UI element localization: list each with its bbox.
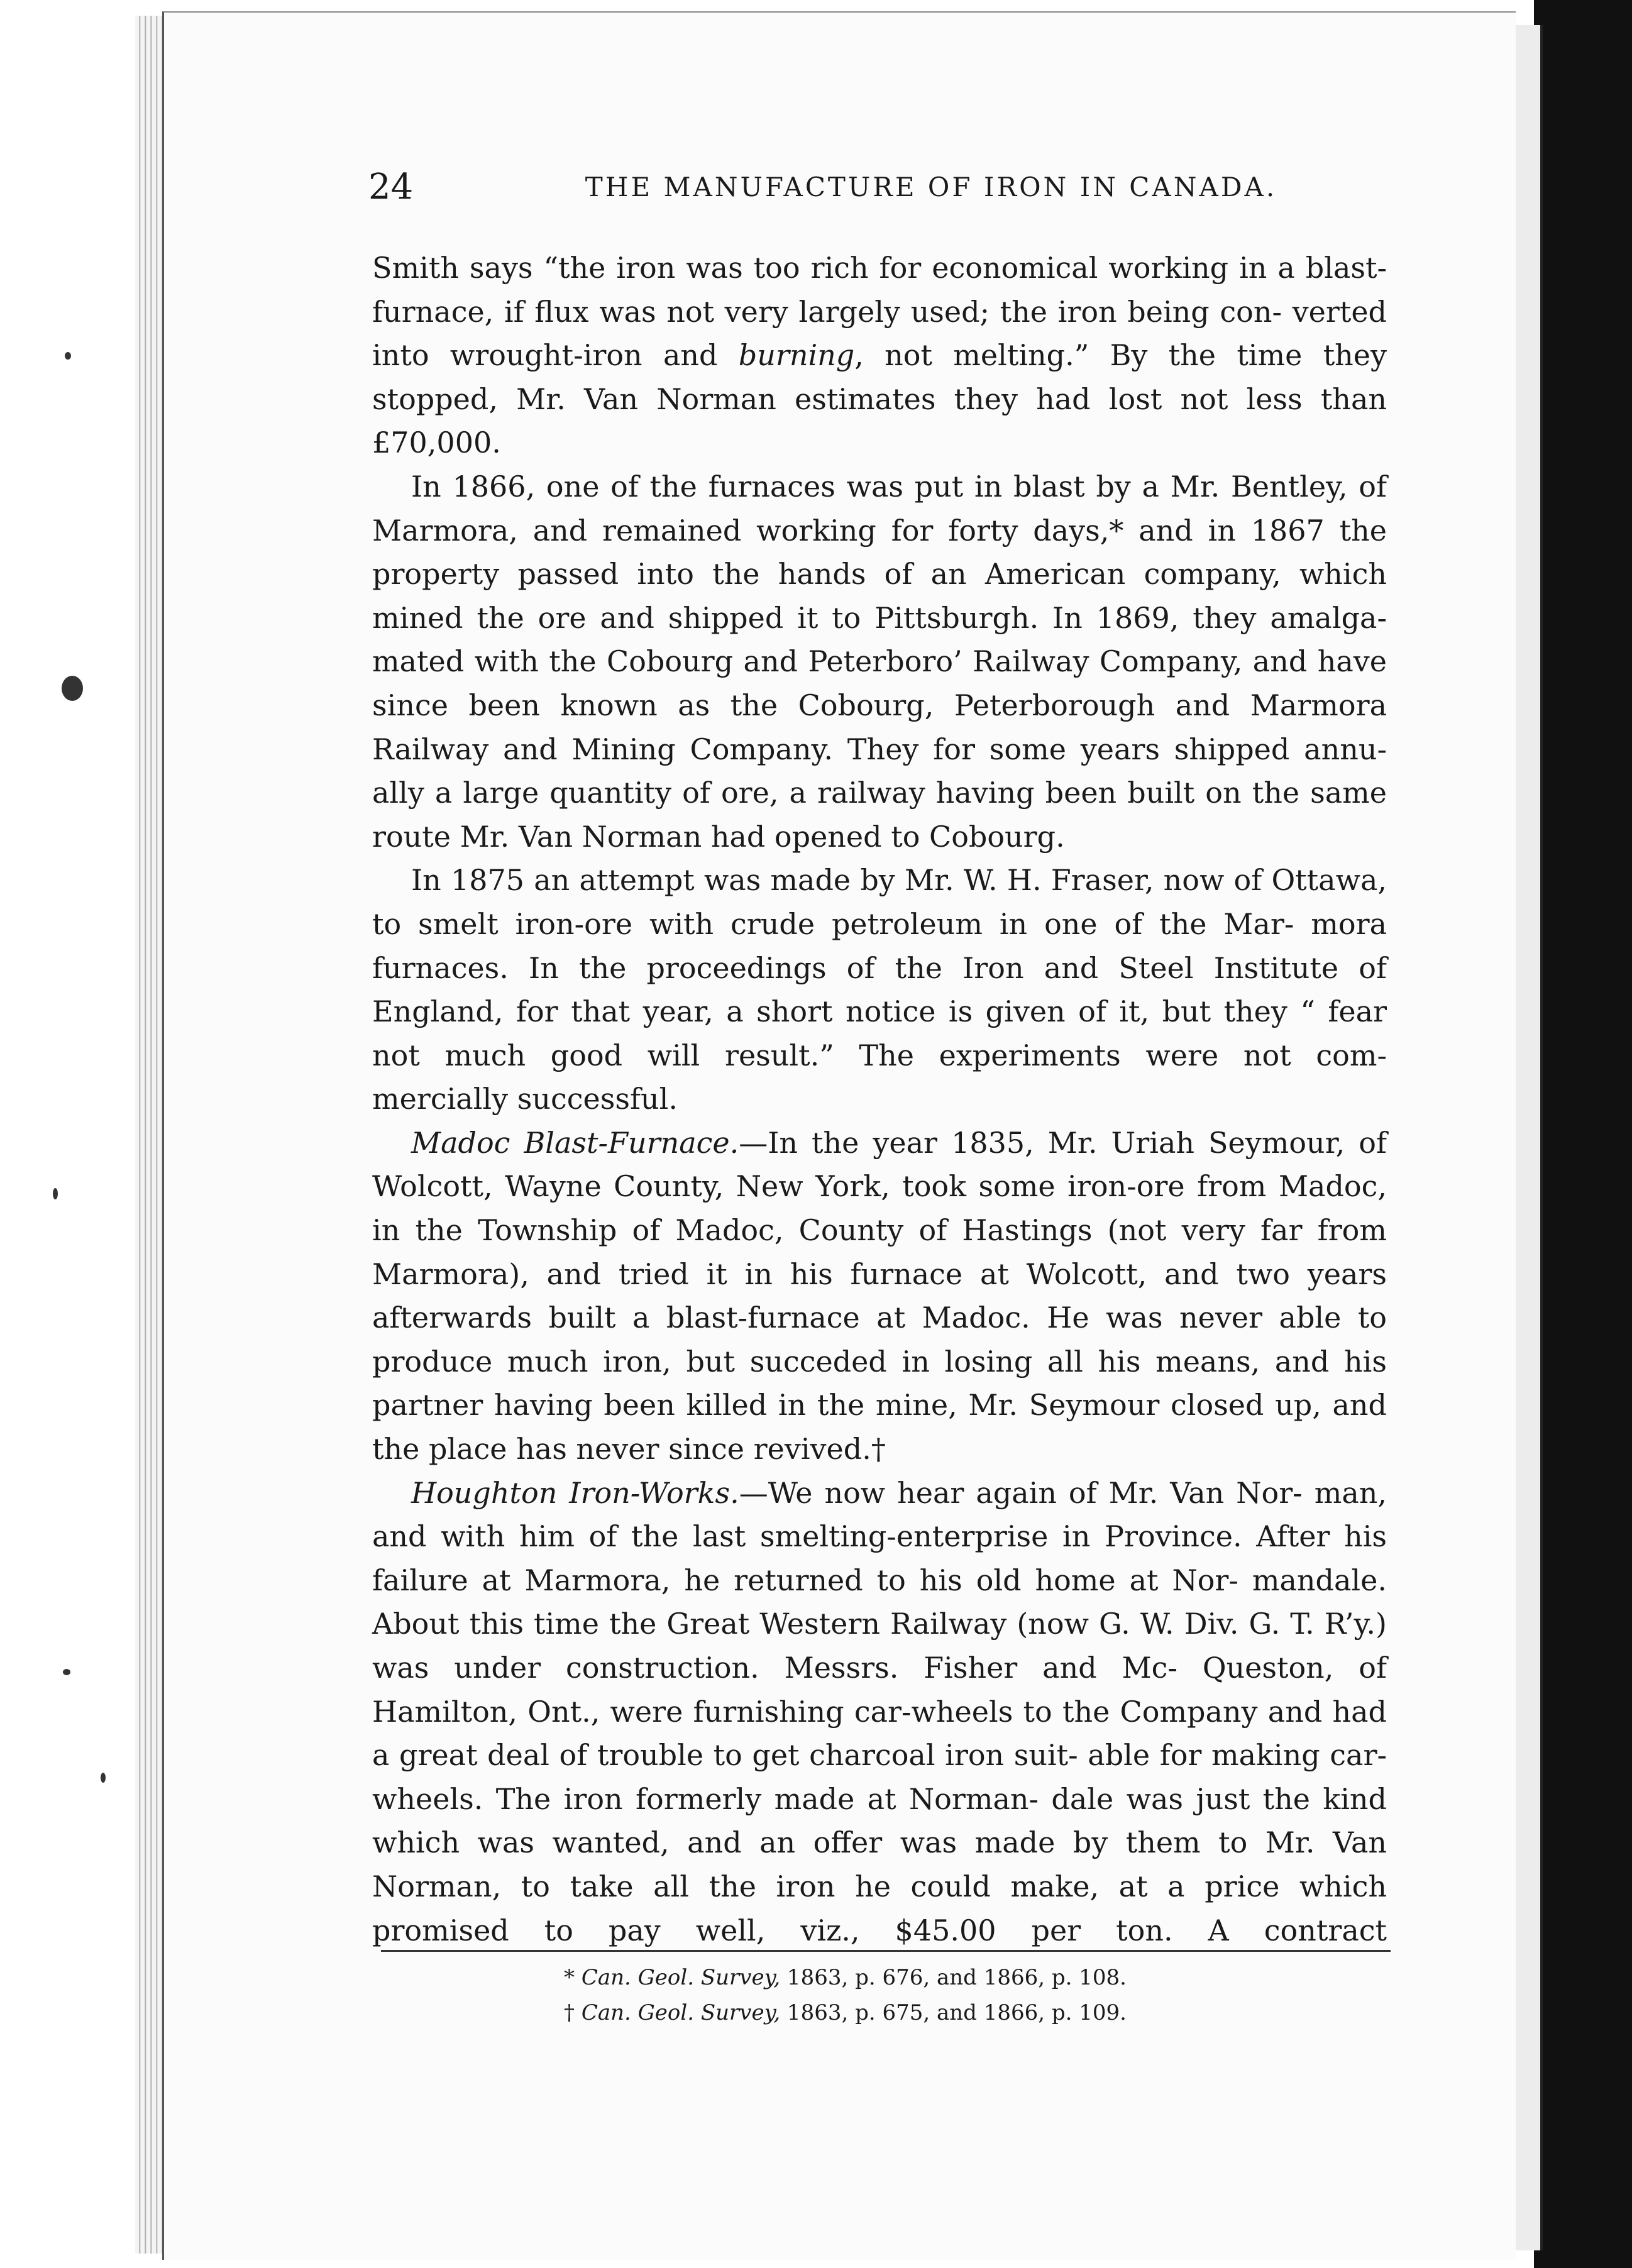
footnote-mark: † bbox=[564, 2000, 575, 2025]
text-line: Wolcott, Wayne County, New York, took some iron-ore from Madoc, bbox=[372, 1169, 1387, 1204]
text-line: of England, for that year, a short notice is given of it, but they bbox=[372, 950, 1387, 1029]
text-line: Div. G. T. R’y.) was under construction. Messrs. Fisher and Mc- bbox=[372, 1607, 1387, 1685]
text-line: mandale. About this time the Great Western Railway (now G. W. bbox=[372, 1563, 1387, 1641]
text-line: Marmora), and tried it in his furnace at Wolcott, and two years bbox=[372, 1257, 1387, 1291]
text-line: In 1866, one of the furnaces was put in blast by a Mr. Bentley, bbox=[411, 469, 1348, 504]
scan-speck bbox=[101, 1773, 106, 1783]
text-line: the property passed into the hands of an American company, which bbox=[372, 513, 1387, 592]
text-line: mined the ore and shipped it to Pittsburgh. In 1869, they amalga- bbox=[372, 600, 1387, 635]
scan-margin-left bbox=[0, 0, 82, 2268]
text-line: Ottawa, to smelt iron-ore with crude petroleum in one of the Mar- bbox=[372, 863, 1387, 941]
text-line: have since been known as the Cobourg, Peterborough and Marmora bbox=[372, 644, 1387, 722]
text-line: mated with the Cobourg and Peterboro’ Railway Company, and bbox=[372, 644, 1308, 679]
text-line: —In the year 1835, Mr. Uriah Seymour, of bbox=[739, 1125, 1387, 1160]
paragraph-madoc-blast-furnace bbox=[372, 1121, 1387, 1472]
text-line: afterwards built a blast-furnace at Madoc. He was never able to bbox=[372, 1301, 1387, 1335]
scan-speck bbox=[65, 352, 71, 360]
text-line: blast-furnace, if flux was not very largely used; the iron being con- bbox=[372, 251, 1387, 329]
text-line: dale was just the kind which was wanted, and an offer was made by bbox=[372, 1781, 1387, 1860]
text-line: price which promised to pay well, viz., $45.00 per ton. A contract bbox=[372, 1869, 1387, 1947]
text-line: verted into wrought-iron and bbox=[372, 294, 1387, 373]
text-line: route Mr. Van Norman had opened to Cobourg. bbox=[372, 819, 1065, 854]
text-line: Company and had a great deal of trouble to get charcoal iron suit- bbox=[372, 1694, 1387, 1773]
text-line: Smith says “the iron was too rich for economical working in a bbox=[372, 251, 1295, 285]
text-line: Railway and Mining Company. They for some years shipped annu- bbox=[372, 732, 1387, 766]
scan-speck bbox=[53, 1188, 58, 1199]
text-line: £70,000. bbox=[372, 426, 501, 460]
text-line: Queston, of Hamilton, Ont., were furnishing car-wheels to the bbox=[372, 1651, 1387, 1729]
text-line: , not melting.” By the time bbox=[854, 338, 1303, 373]
footnote-mark: * bbox=[564, 1965, 575, 1990]
text-line: produce much iron, but succeded in losing all his means, and his bbox=[372, 1344, 1387, 1379]
text-line: After his failure at Marmora, he returned to his old home at Nor- bbox=[372, 1519, 1387, 1597]
text-line: In 1875 an attempt was made by Mr. W. H. Fraser, now of bbox=[411, 863, 1262, 898]
paragraph-houghton-iron-works bbox=[372, 1472, 1387, 1953]
footnote bbox=[372, 1995, 1387, 2030]
scan-speck bbox=[63, 1669, 70, 1675]
page-header bbox=[368, 162, 1399, 212]
text-line: mora furnaces. In the proceedings of the Iron and Steel Institute bbox=[372, 906, 1387, 985]
page-number: 24 bbox=[368, 167, 414, 207]
text-line: able for making car-wheels. The iron formerly made at Norman- bbox=[372, 1738, 1387, 1816]
text-line: —We now hear again of Mr. Van Nor- bbox=[739, 1475, 1303, 1510]
text-line: of Marmora, and remained working for forty days,* and in 1867 bbox=[372, 469, 1387, 548]
paragraph-1875-fraser bbox=[372, 859, 1387, 1121]
footnote-citation: 1863, p. 675, and 1866, p. 109. bbox=[780, 2000, 1127, 2025]
footnotes bbox=[372, 1960, 1387, 2030]
footnote-rule bbox=[381, 1950, 1391, 1952]
paragraph-1866-bentley bbox=[372, 465, 1387, 859]
text-line: ally a large quantity of ore, a railway having been built on the same bbox=[372, 776, 1387, 810]
section-heading: Houghton Iron-Works. bbox=[411, 1475, 739, 1510]
body-text bbox=[372, 246, 1387, 1952]
scan-speck bbox=[62, 676, 83, 701]
facing-page-shadow bbox=[1534, 0, 1632, 2268]
text-line: them to Mr. Van Norman, to take all the iron he could make, at a bbox=[372, 1825, 1387, 1903]
text-line: the place has never since revived.† bbox=[372, 1432, 886, 1467]
text-line: mercially successful. bbox=[372, 1082, 678, 1116]
text-line: they stopped, Mr. Van Norman estimates they had lost not less than bbox=[372, 338, 1387, 416]
text-line: “ fear not much good will result.” The experiments were not com- bbox=[372, 994, 1387, 1072]
paragraph-smith-quote bbox=[372, 246, 1387, 465]
footnote bbox=[372, 1960, 1387, 1995]
section-heading: Madoc Blast-Furnace. bbox=[411, 1125, 739, 1160]
footnote-source: Can. Geol. Survey, bbox=[581, 2000, 781, 2025]
italic-emphasis: burning bbox=[738, 338, 855, 373]
text-line: in the Township of Madoc, County of Hastings (not very far from bbox=[372, 1213, 1387, 1248]
running-head: THE MANUFACTURE OF IRON IN CANADA. bbox=[585, 172, 1277, 202]
footnote-source: Can. Geol. Survey, bbox=[581, 1965, 781, 1990]
text-line: man, and with him of the last smelting-enterprise in Province. bbox=[372, 1475, 1387, 1554]
footnote-citation: 1863, p. 676, and 1866, p. 108. bbox=[780, 1965, 1127, 1990]
text-line: partner having been killed in the mine, Mr. Seymour closed up, and bbox=[372, 1388, 1387, 1423]
